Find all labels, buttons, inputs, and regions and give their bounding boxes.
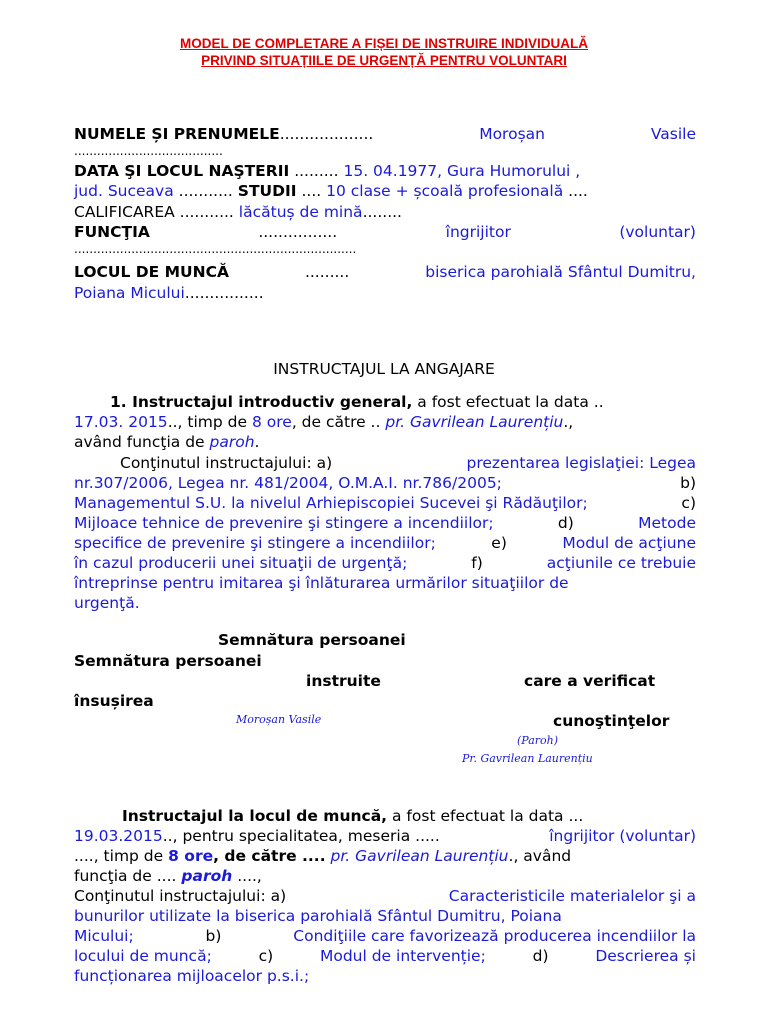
workplace-training-row-1 <box>74 806 696 826</box>
workplace-training-hours: 8 ore <box>168 847 214 865</box>
general-content-c: Mijloace tehnice de prevenire şi stingere a incendiilor; <box>74 514 494 532</box>
general-heading: 1. Instructajul introductiv general, <box>110 393 413 411</box>
name-last: Vasile <box>650 125 696 143</box>
name-label: NUMELE ȘI PRENUMELE <box>74 125 280 143</box>
workplace-training-text-2: .., pentru specialitatea, meseria ..... <box>162 827 440 845</box>
workplace-training-trainer: pr. Gavrilean Laurențiu <box>330 847 509 865</box>
name-dots: ................... <box>279 125 374 143</box>
general-content-e-label: e) <box>491 534 507 552</box>
workplace-content-b: Condiţiile care favorizează producerea incendiilor la <box>293 927 696 945</box>
general-content-f: acţiunile ce trebuie <box>546 554 696 572</box>
general-content-d: Metode <box>638 514 696 532</box>
trainer-signature: Pr. Gavrilean Laurențiu <box>462 752 593 765</box>
workplace-content-row-5 <box>74 966 696 986</box>
workplace-training-row-4 <box>74 866 696 886</box>
workplace-village: Poiana Micului <box>74 284 185 302</box>
workplace-training-text-5: ., având <box>508 847 572 865</box>
name-trail: ....................................... <box>74 144 223 158</box>
signature-verifier-heading: Semnătura persoanei <box>74 652 262 670</box>
workplace-training-spec: îngrijitor (voluntar) <box>549 827 696 845</box>
general-date: 17.03. 2015 <box>74 413 168 431</box>
workplace-training-heading: Instructajul la locul de muncă, <box>122 807 388 825</box>
general-content-d2: specifice de prevenire şi stingere a incendiilor; <box>74 534 436 552</box>
general-hours: 8 ore <box>251 413 292 431</box>
qualification-label: CALIFICAREA <box>74 203 175 221</box>
workplace-row <box>74 262 696 282</box>
workplace-content-d-label: d) <box>532 947 549 965</box>
name-row <box>74 124 696 144</box>
workplace-content-row-1 <box>74 886 696 906</box>
general-text-3: , de către .. <box>291 413 381 431</box>
signature-knowledge-label: cunoştinţelor <box>553 712 670 730</box>
document-title-line-1: MODEL DE COMPLETARE A FIȘEI DE INSTRUIRE INDIVIDUALĂ <box>179 36 589 51</box>
studies-label: STUDII <box>237 182 297 200</box>
general-row-1 <box>74 392 696 412</box>
workplace-training-date: 19.03.2015 <box>74 827 163 845</box>
qualification-value: lăcătuș de mină <box>238 203 363 221</box>
general-content-b: Managementul S.U. la nivelul Arhiepiscopiei Sucevei şi Rădăuţilor; <box>74 494 588 512</box>
workplace-content-d: Descrierea și <box>595 947 696 965</box>
workplace-training-text-3: ...., timp de <box>74 847 164 865</box>
section-title <box>0 360 768 378</box>
general-content-row-3 <box>74 493 696 513</box>
studies-dots: .... <box>301 182 322 200</box>
general-content-row-7 <box>74 573 696 593</box>
trainer-role-signature: (Paroh) <box>517 734 559 747</box>
general-content-e2: în cazul producerii unei situaţii de urgenţă; <box>74 554 408 572</box>
signature-trainee-label: instruite <box>306 672 381 690</box>
studies-trail: .... <box>568 182 588 200</box>
qualification-trail: ........ <box>362 203 402 221</box>
birth-county: jud. Suceava <box>74 182 174 200</box>
signature-verifier-label <box>524 671 696 691</box>
general-trainer: pr. Gavrilean Laurențiu <box>385 413 564 431</box>
general-text-2: .., timp de <box>167 413 248 431</box>
workplace-content-c: Modul de intervenție; <box>319 947 486 965</box>
general-content-c-label: c) <box>681 494 696 512</box>
general-content-label: Conţinutul instructajului: a) <box>120 454 333 472</box>
signature-acquisition-label: însușirea <box>74 692 154 710</box>
function-row <box>74 222 696 242</box>
birth-dots: ......... <box>294 162 339 180</box>
section-title-text: INSTRUCTAJUL LA ANGAJARE <box>273 360 495 378</box>
general-row-2 <box>74 412 696 432</box>
function-label: FUNCŢIA <box>74 223 150 241</box>
document-title-line-2: PRIVIND SITUAȚIILE DE URGENȚĂ PENTRU VOLUNTARI <box>201 53 567 68</box>
workplace-content-b-label: b) <box>205 927 222 945</box>
general-role: paroh <box>209 433 255 451</box>
birth-dots-2: ........... <box>178 182 233 200</box>
workplace-content-a: Caracteristicile materialelor şi a <box>448 887 696 905</box>
general-content-row-4 <box>74 513 696 533</box>
general-content-row-6 <box>74 553 696 573</box>
workplace-training-text-7: ...., <box>237 867 262 885</box>
general-content-f2: întreprinse pentru imitarea şi înlăturarea urmărilor situaţiilor de <box>74 574 569 592</box>
workplace-content-row-2 <box>74 906 696 926</box>
birth-label: DATA ŞI LOCUL NAŞTERII <box>74 162 290 180</box>
function-trail: .......................................................................... <box>74 242 357 256</box>
workplace-content-b2: locului de muncă; <box>74 947 212 965</box>
qualification-dots: ........... <box>179 203 234 221</box>
studies-value: 10 clase + școală profesională <box>326 182 564 200</box>
birth-row <box>74 161 696 181</box>
workplace-content-row-3 <box>74 926 696 946</box>
qualification-row <box>74 202 696 222</box>
general-text-5: având funcţia de <box>74 433 205 451</box>
general-content-b-label: b) <box>680 474 696 492</box>
function-dots: ................ <box>258 223 338 241</box>
general-content-row-5 <box>74 533 696 553</box>
function-value: îngrijitor <box>445 223 511 241</box>
function-volunteer: (voluntar) <box>619 223 696 241</box>
workplace-row-2 <box>74 283 696 303</box>
general-content-row-2 <box>74 473 696 493</box>
general-content-row-1 <box>74 453 696 473</box>
signature-verifier-text: care a verificat <box>524 672 656 690</box>
workplace-training-text-1: a fost efectuat la data ... <box>392 807 584 825</box>
general-text-6: . <box>254 433 260 451</box>
name-first: Moroșan <box>479 125 545 143</box>
workplace-trail: ................ <box>184 284 264 302</box>
general-content-e: Modul de acţiune <box>562 534 696 552</box>
general-content-d-label: d) <box>557 514 574 532</box>
workplace-training-text-4: , de către .... <box>213 847 326 865</box>
studies-row <box>74 181 696 201</box>
trainee-signature: Moroșan Vasile <box>236 713 322 726</box>
general-content-a2: nr.307/2006, Legea nr. 481/2004, O.M.A.I. nr.786/2005; <box>74 474 502 492</box>
general-content-row-8 <box>74 593 696 613</box>
workplace-value: biserica parohială Sfântul Dumitru, <box>425 263 696 281</box>
workplace-content-d2: funcționarea mijloacelor p.s.i.; <box>74 967 310 985</box>
general-content-f-label: f) <box>471 554 483 572</box>
workplace-content-c-label: c) <box>258 947 274 965</box>
general-content-f3: urgenţă. <box>74 594 140 612</box>
workplace-content-a2: bunurilor utilizate la biserica parohială Sfântul Dumitru, Poiana <box>74 907 562 925</box>
general-text-4: ., <box>563 413 574 431</box>
workplace-training-row-2 <box>74 826 696 846</box>
general-content-a: prezentarea legislaţiei: Legea <box>466 454 696 472</box>
workplace-label: LOCUL DE MUNCĂ <box>74 263 229 281</box>
workplace-content-a3: Micului; <box>74 927 134 945</box>
workplace-content-row-4 <box>74 946 696 966</box>
birth-value: 15. 04.1977, Gura Humorului , <box>343 162 581 180</box>
workplace-content-label: Conţinutul instructajului: a) <box>74 887 287 905</box>
signature-trainee-heading: Semnătura persoanei <box>218 631 406 649</box>
workplace-dots: ......... <box>304 263 350 281</box>
general-text-1: a fost efectuat la data .. <box>417 393 604 411</box>
workplace-training-role: paroh <box>181 867 233 885</box>
general-row-3 <box>74 432 696 452</box>
workplace-training-text-6: funcţia de .... <box>74 867 177 885</box>
workplace-training-row-3 <box>74 846 696 866</box>
